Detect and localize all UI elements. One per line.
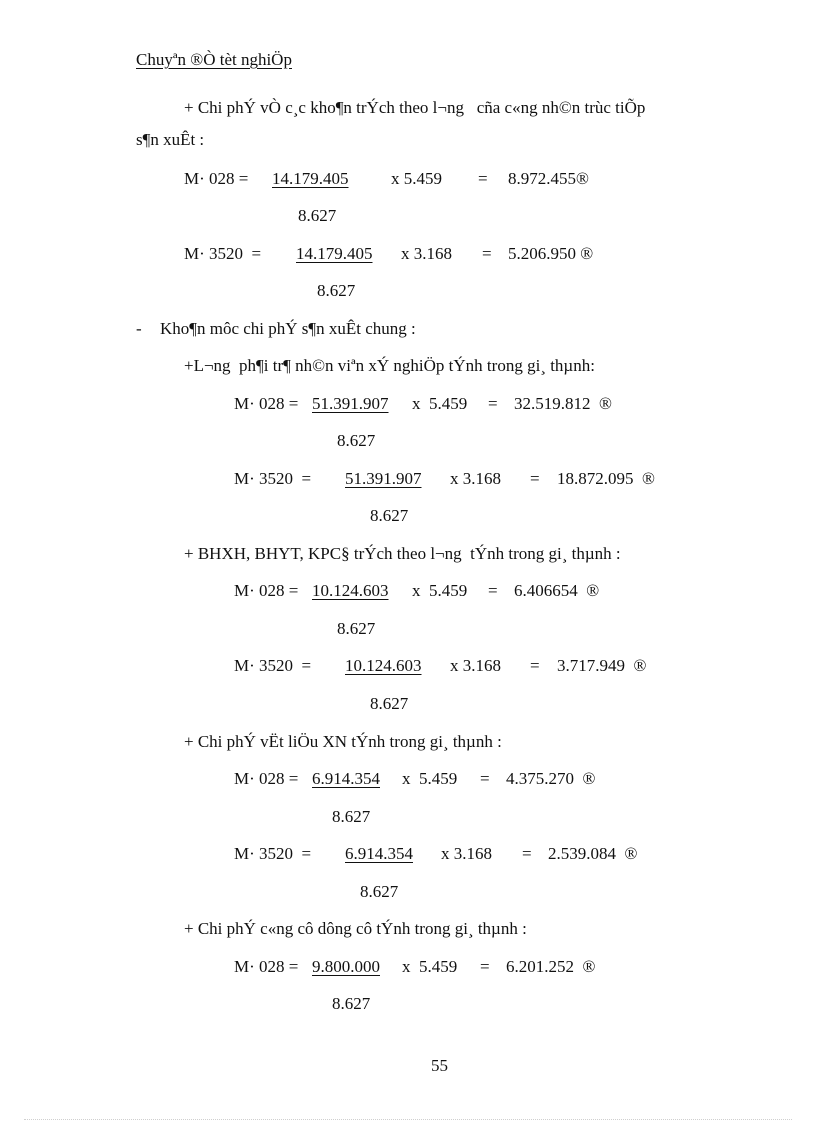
eq-numerator: 10.124.603 bbox=[345, 656, 422, 675]
section1-line2: s¶n xuÊt : bbox=[136, 130, 205, 149]
eq-multiplier: x 5.459 bbox=[412, 394, 468, 413]
eq-equals: = bbox=[530, 656, 540, 675]
eq-numerator: 51.391.907 bbox=[312, 394, 389, 413]
eq-multiplier: x 3.168 bbox=[450, 469, 501, 488]
eq-equals: = bbox=[478, 169, 488, 188]
eq-denominator: 8.627 bbox=[317, 281, 356, 300]
section1-line1: + Chi phÝ vÒ c¸c kho¶n trÝch theo l¬ng cña c«ng nh©n trùc tiÕp bbox=[184, 98, 646, 117]
eq-multiplier: x 5.459 bbox=[412, 581, 468, 600]
eq-result: 4.375.270 ® bbox=[506, 769, 596, 788]
eq-denominator: 8.627 bbox=[370, 506, 409, 525]
eq-denominator: 8.627 bbox=[370, 694, 409, 713]
eq-label: M· 3520 = bbox=[234, 656, 312, 675]
eq-result: 3.717.949 ® bbox=[557, 656, 647, 675]
page-number: 55 bbox=[431, 1056, 448, 1075]
eq-result: 6.201.252 ® bbox=[506, 957, 596, 976]
eq-result: 8.972.455® bbox=[508, 169, 589, 188]
eq-label: M· 028 = bbox=[184, 169, 249, 188]
page-header: Chuyªn ®Ò tèt nghiÖp bbox=[136, 50, 292, 69]
page-bottom-border bbox=[24, 1119, 792, 1120]
eq-label: M· 028 = bbox=[234, 769, 299, 788]
eq-denominator: 8.627 bbox=[298, 206, 337, 225]
eq-result: 32.519.812 ® bbox=[514, 394, 612, 413]
eq-denominator: 8.627 bbox=[332, 994, 371, 1013]
eq-denominator: 8.627 bbox=[337, 619, 376, 638]
eq-numerator: 10.124.603 bbox=[312, 581, 389, 600]
eq-equals: = bbox=[488, 394, 498, 413]
eq-denominator: 8.627 bbox=[360, 882, 399, 901]
eq-multiplier: x 5.459 bbox=[402, 769, 458, 788]
eq-result: 6.406654 ® bbox=[514, 581, 600, 600]
eq-multiplier: x 5.459 bbox=[402, 957, 458, 976]
eq-label: M· 3520 = bbox=[234, 844, 312, 863]
eq-numerator: 6.914.354 bbox=[345, 844, 413, 863]
eq-multiplier: x 5.459 bbox=[391, 169, 442, 188]
item4-title: + Chi phÝ c«ng cô dông cô tÝnh trong gi¸ thµnh : bbox=[184, 919, 527, 938]
eq-equals: = bbox=[488, 581, 498, 600]
eq-multiplier: x 3.168 bbox=[450, 656, 501, 675]
eq-numerator: 14.179.405 bbox=[296, 244, 373, 263]
item1-title: +L¬ng ph¶i tr¶ nh©n viªn xÝ nghiÖp tÝnh trong gi¸ thµnh: bbox=[184, 356, 595, 375]
eq-numerator: 6.914.354 bbox=[312, 769, 380, 788]
eq-equals: = bbox=[480, 769, 490, 788]
list-dash: - bbox=[136, 319, 142, 338]
eq-result: 18.872.095 ® bbox=[557, 469, 655, 488]
eq-equals: = bbox=[480, 957, 490, 976]
eq-denominator: 8.627 bbox=[332, 807, 371, 826]
eq-numerator: 51.391.907 bbox=[345, 469, 422, 488]
section2-title: Kho¶n môc chi phÝ s¶n xuÊt chung : bbox=[160, 319, 416, 338]
eq-label: M· 028 = bbox=[234, 394, 299, 413]
eq-multiplier: x 3.168 bbox=[441, 844, 492, 863]
eq-equals: = bbox=[522, 844, 532, 863]
eq-label: M· 3520 = bbox=[234, 469, 312, 488]
eq-equals: = bbox=[482, 244, 492, 263]
eq-result: 2.539.084 ® bbox=[548, 844, 638, 863]
item2-title: + BHXH, BHYT, KPC§ trÝch theo l¬ng tÝnh trong gi¸ thµnh : bbox=[184, 544, 621, 563]
eq-equals: = bbox=[530, 469, 540, 488]
eq-numerator: 9.800.000 bbox=[312, 957, 380, 976]
eq-label: M· 028 = bbox=[234, 957, 299, 976]
eq-multiplier: x 3.168 bbox=[401, 244, 452, 263]
eq-label: M· 028 = bbox=[234, 581, 299, 600]
eq-denominator: 8.627 bbox=[337, 431, 376, 450]
eq-numerator: 14.179.405 bbox=[272, 169, 349, 188]
eq-label: M· 3520 = bbox=[184, 244, 262, 263]
item3-title: + Chi phÝ vËt liÖu XN tÝnh trong gi¸ thµnh : bbox=[184, 732, 502, 751]
eq-result: 5.206.950 ® bbox=[508, 244, 594, 263]
